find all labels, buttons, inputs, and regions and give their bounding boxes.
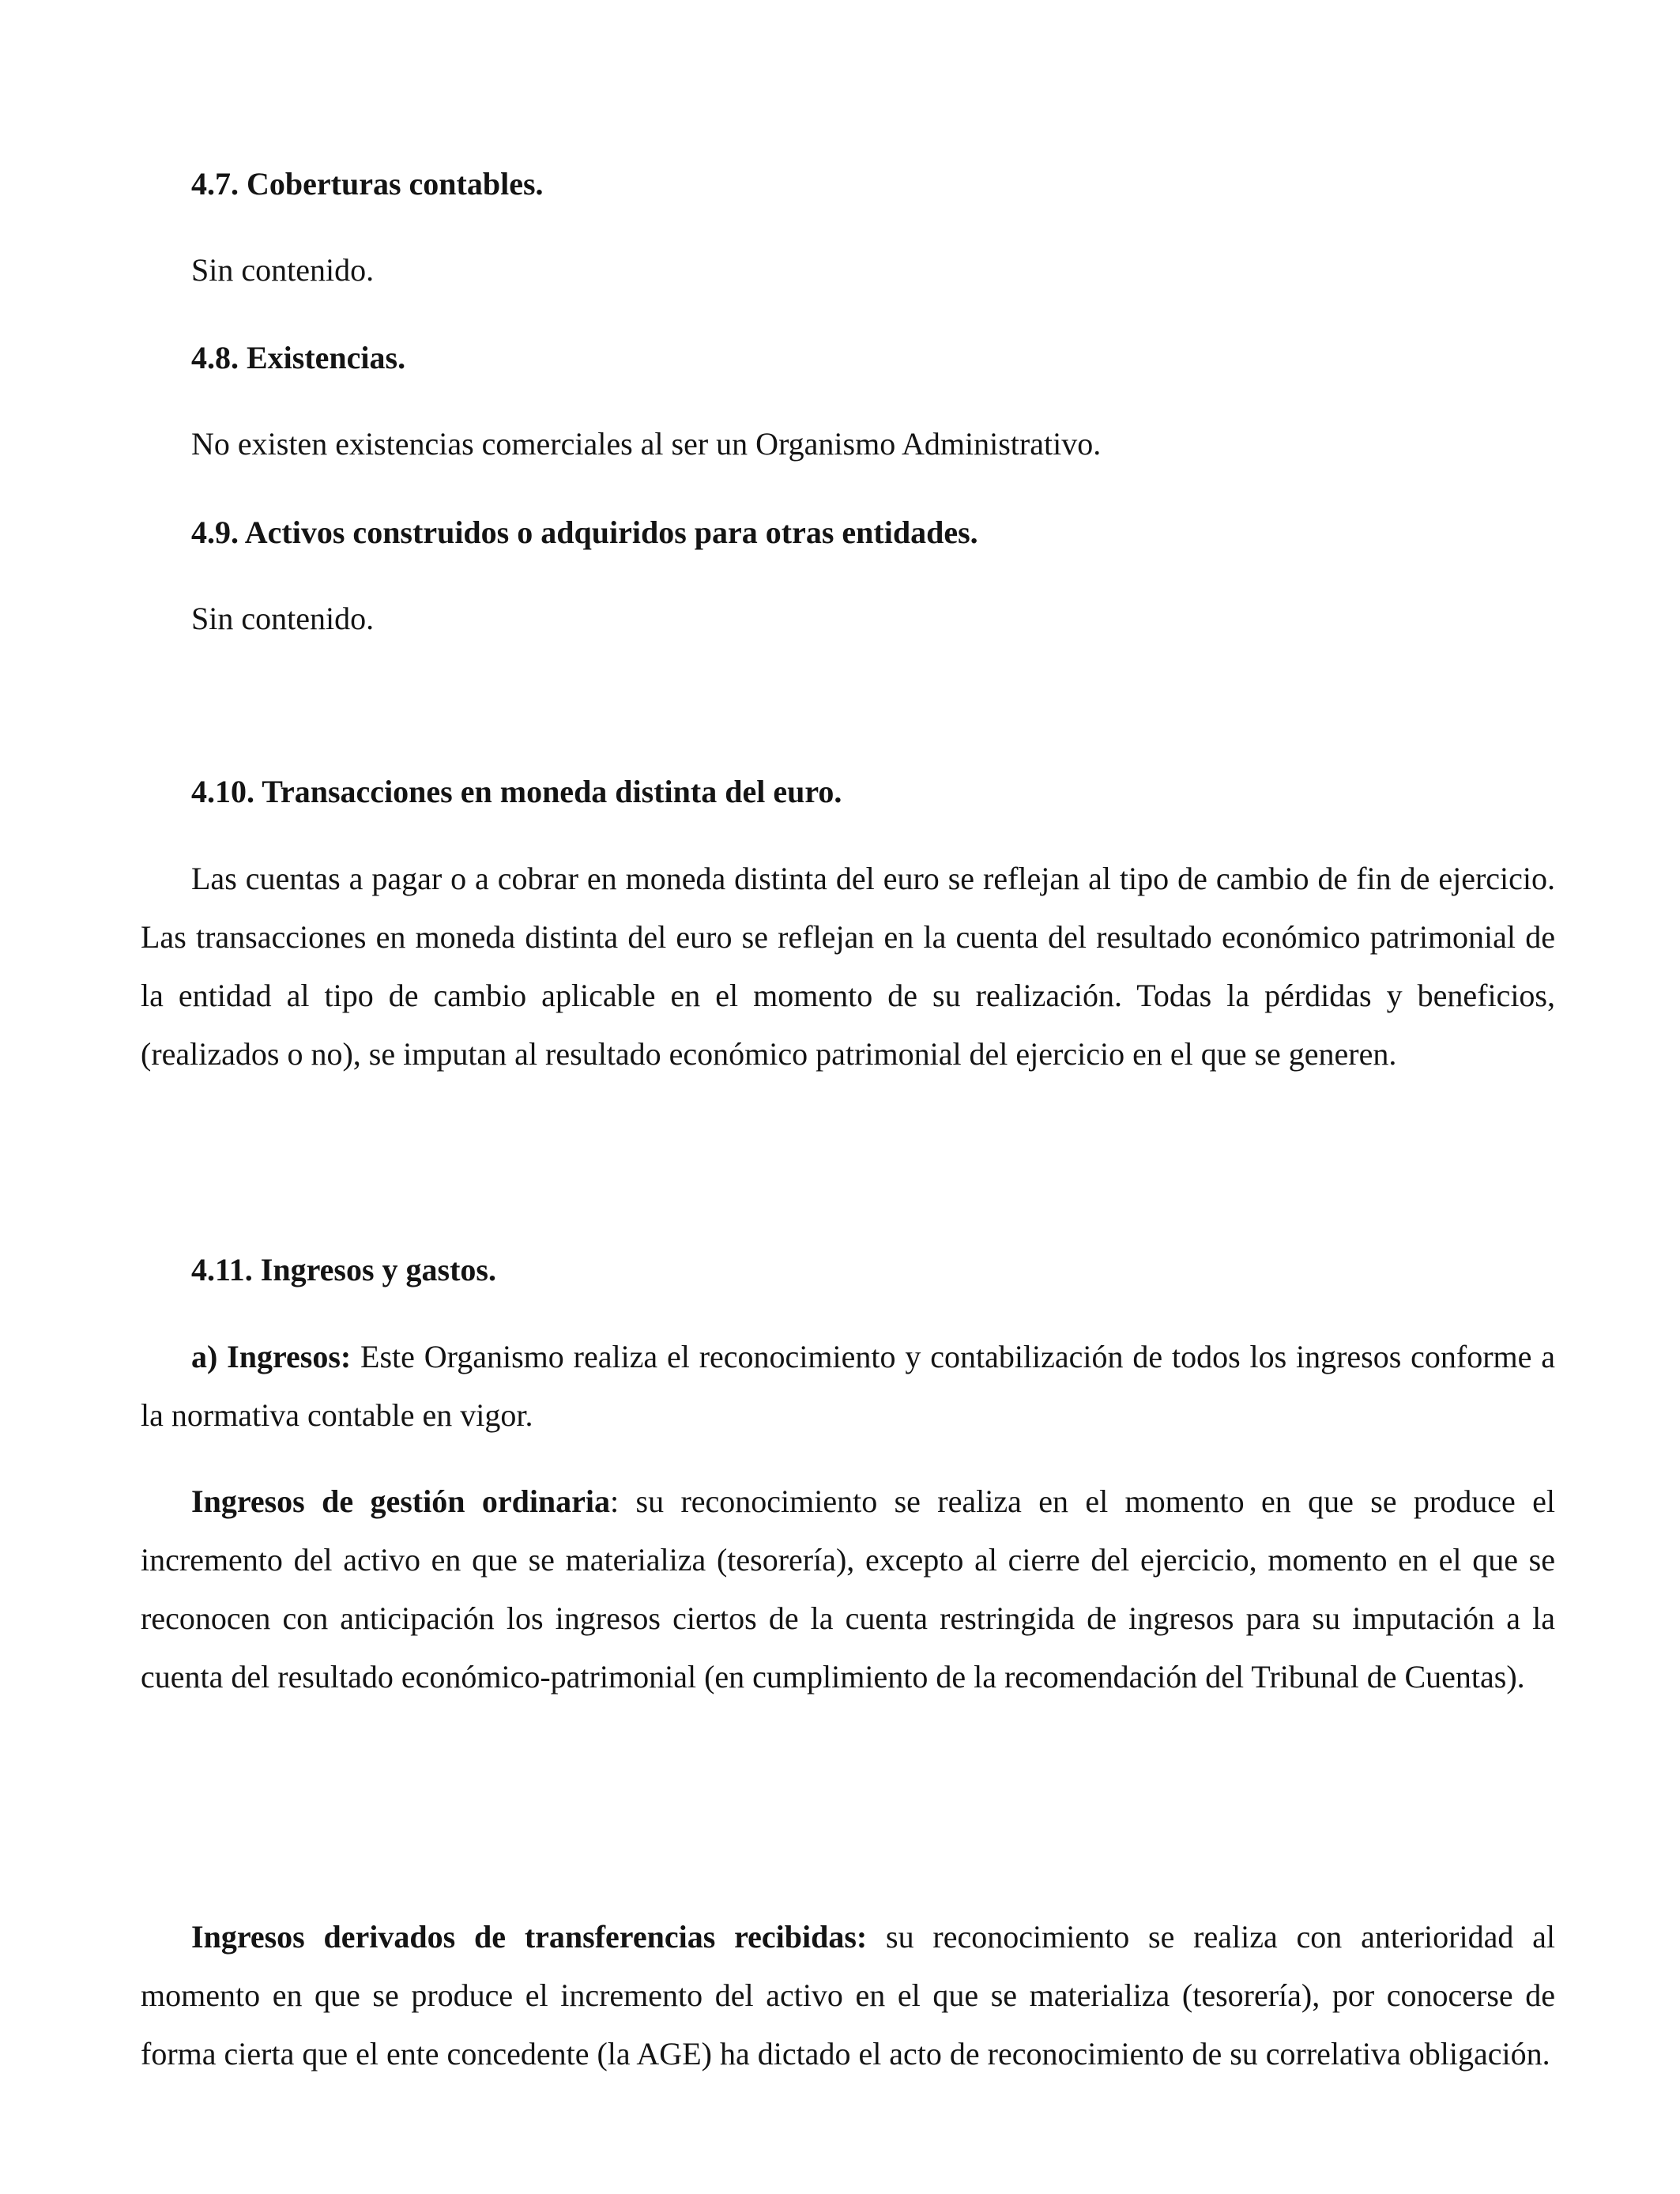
paragraph-gestion-ordinaria <box>141 1472 1555 1706</box>
text-4-9: Sin contenido. <box>191 601 375 636</box>
text-4-7: Sin contenido. <box>191 252 375 288</box>
paragraph-transferencias-lead: Ingresos derivados de transferencias recibidas: <box>191 1919 868 1955</box>
text-4-8: No existen existencias comerciales al ser un Organismo Administrativo. <box>191 426 1102 462</box>
paragraph-gestion-ordinaria-text: : su reconocimiento se realiza en el momento en que se produce el incremento del activo en que se materializa (tesorería), excepto al cierre del ejercicio, momento en el que se reconocen con anticipación los ingresos ciertos de la cuenta restringida de ingresos para su imputación a la cuenta del resultado económico-patrimonial (en cumplimiento de la recomendación del Tribunal de Cuentas). <box>141 1483 1555 1695</box>
paragraph-gestion-ordinaria-lead: Ingresos de gestión ordinaria <box>191 1483 611 1519</box>
heading-4-8: 4.8. Existencias. <box>191 340 406 375</box>
paragraph-ingresos-lead: a) Ingresos: <box>191 1339 352 1374</box>
paragraph-transferencias-text: su reconocimiento se realiza con anterioridad al momento en que se produce el incremento del activo en el que se materializa (tesorería), por conocerse de forma cierta que el ente concedente (la AGE) ha dictado el acto de reconocimiento de su correlativa obligación. <box>141 1919 1556 2071</box>
paragraph-4-10: Las cuentas a pagar o a cobrar en moneda distinta del euro se reflejan al tipo de cambio de fin de ejercicio. Las transacciones en moneda distinta del euro se reflejan en la cuenta del resultado económico patrimonial de la entidad al tipo de cambio aplicable en el momento de su realización. Todas la pérdidas y beneficios, (realizados o no), se imputan al resultado económico patrimonial del ejercicio en el que se generen. <box>141 861 1555 1072</box>
heading-4-9: 4.9. Activos construidos o adquiridos para otras entidades. <box>191 515 978 550</box>
paragraph-ingresos <box>141 1328 1555 1445</box>
heading-4-10: 4.10. Transacciones en moneda distinta del euro. <box>191 774 842 809</box>
paragraph-ingresos-text: Este Organismo realiza el reconocimiento y contabilización de todos los ingresos conforme a la normativa contable en vigor. <box>141 1339 1556 1433</box>
heading-4-11: 4.11. Ingresos y gastos. <box>191 1252 496 1287</box>
heading-4-7: 4.7. Coberturas contables. <box>191 166 544 202</box>
paragraph-transferencias <box>141 1908 1555 2083</box>
